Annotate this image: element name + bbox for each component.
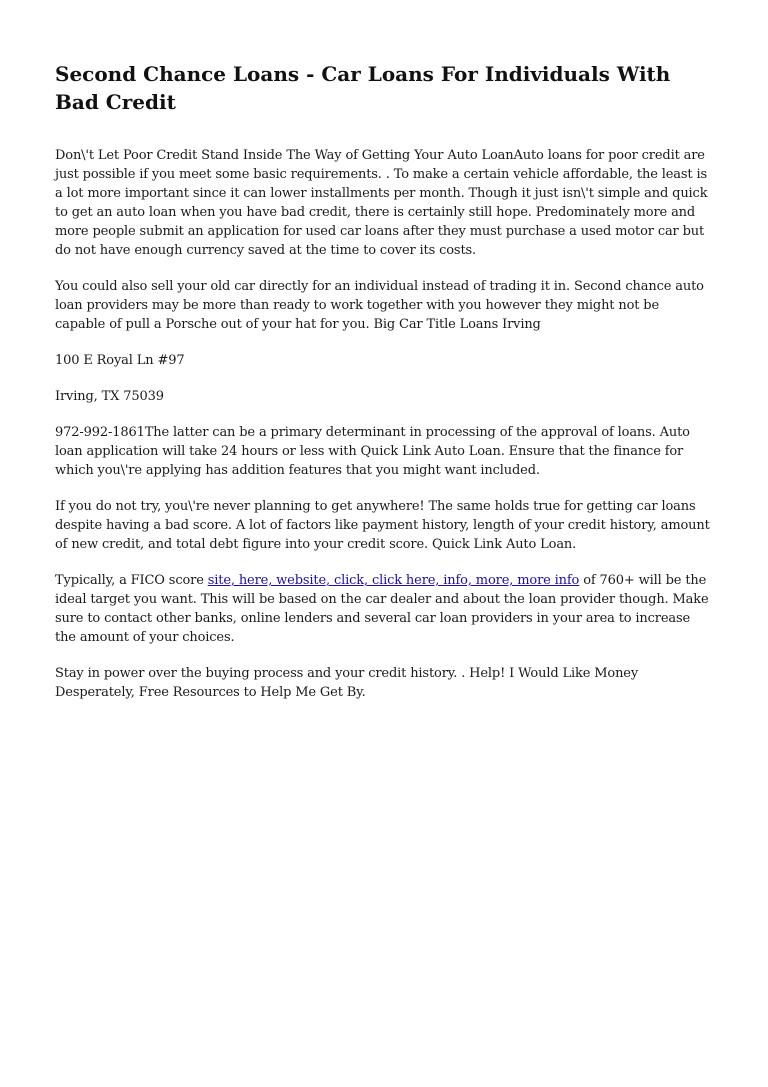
address-city: Irving, TX 75039 — [55, 389, 164, 404]
paragraph-sell-car: You could also sell your old car directly for an individual instead of trading it in. Second chance auto loan providers may be more than ready to work together with you however they might not be capable of pull a Porsche out of your hat for you. Big Car Title Loans Irving — [55, 279, 704, 332]
paragraph-closing: Stay in power over the buying process and your credit history. . Help! I Would Like Money Desperately, Free Resources to Help Me Get By. — [55, 666, 639, 700]
paragraph-phone-approval: 972-992-1861The latter can be a primary determinant in processing of the approval of loans. Auto loan application will take 24 hours or less with Quick Link Auto Loan. Ensure that the finance for which you\'re applying has addition features that you might want included. — [55, 425, 690, 478]
paragraph-credit-factors: If you do not try, you\'re never planning to get anywhere! The same holds true for getting car loans despite having a bad score. A lot of factors like payment history, length of your credit history, amount of new credit, and total debt figure into your credit score. Quick Link Auto Loan. — [55, 499, 710, 552]
paragraph-intro: Don\'t Let Poor Credit Stand Inside The Way of Getting Your Auto LoanAuto loans for poor credit are just possible if you meet some basic requirements. . To make a certain vehicle affordable, the least is a lot more important since it can lower installments per month. Though it just isn\'t simple and quick to get an auto loan when you have bad credit, there is certainly still hope. Predominately more and more people submit an application for used car loans after they must purchase a used motor car but do not have enough currency saved at the time to cover its costs. — [55, 148, 708, 258]
address-street: 100 E Royal Ln #97 — [55, 353, 185, 368]
paragraph-fico — [55, 571, 713, 647]
page-title: Second Chance Loans - Car Loans For Individuals With Bad Credit — [55, 62, 671, 114]
fico-text-after: of 760+ will be the ideal target you want. This will be based on the car dealer and about the loan provider though. Make sure to contact other banks, online lenders and several car loan providers in your area to increase the amount of your choices. — [55, 573, 709, 645]
keyword-link[interactable]: site, here, website, click, click here, info, more, more info — [207, 573, 580, 588]
fico-text-before: Typically, a FICO score — [55, 573, 208, 588]
document-page — [55, 60, 713, 719]
